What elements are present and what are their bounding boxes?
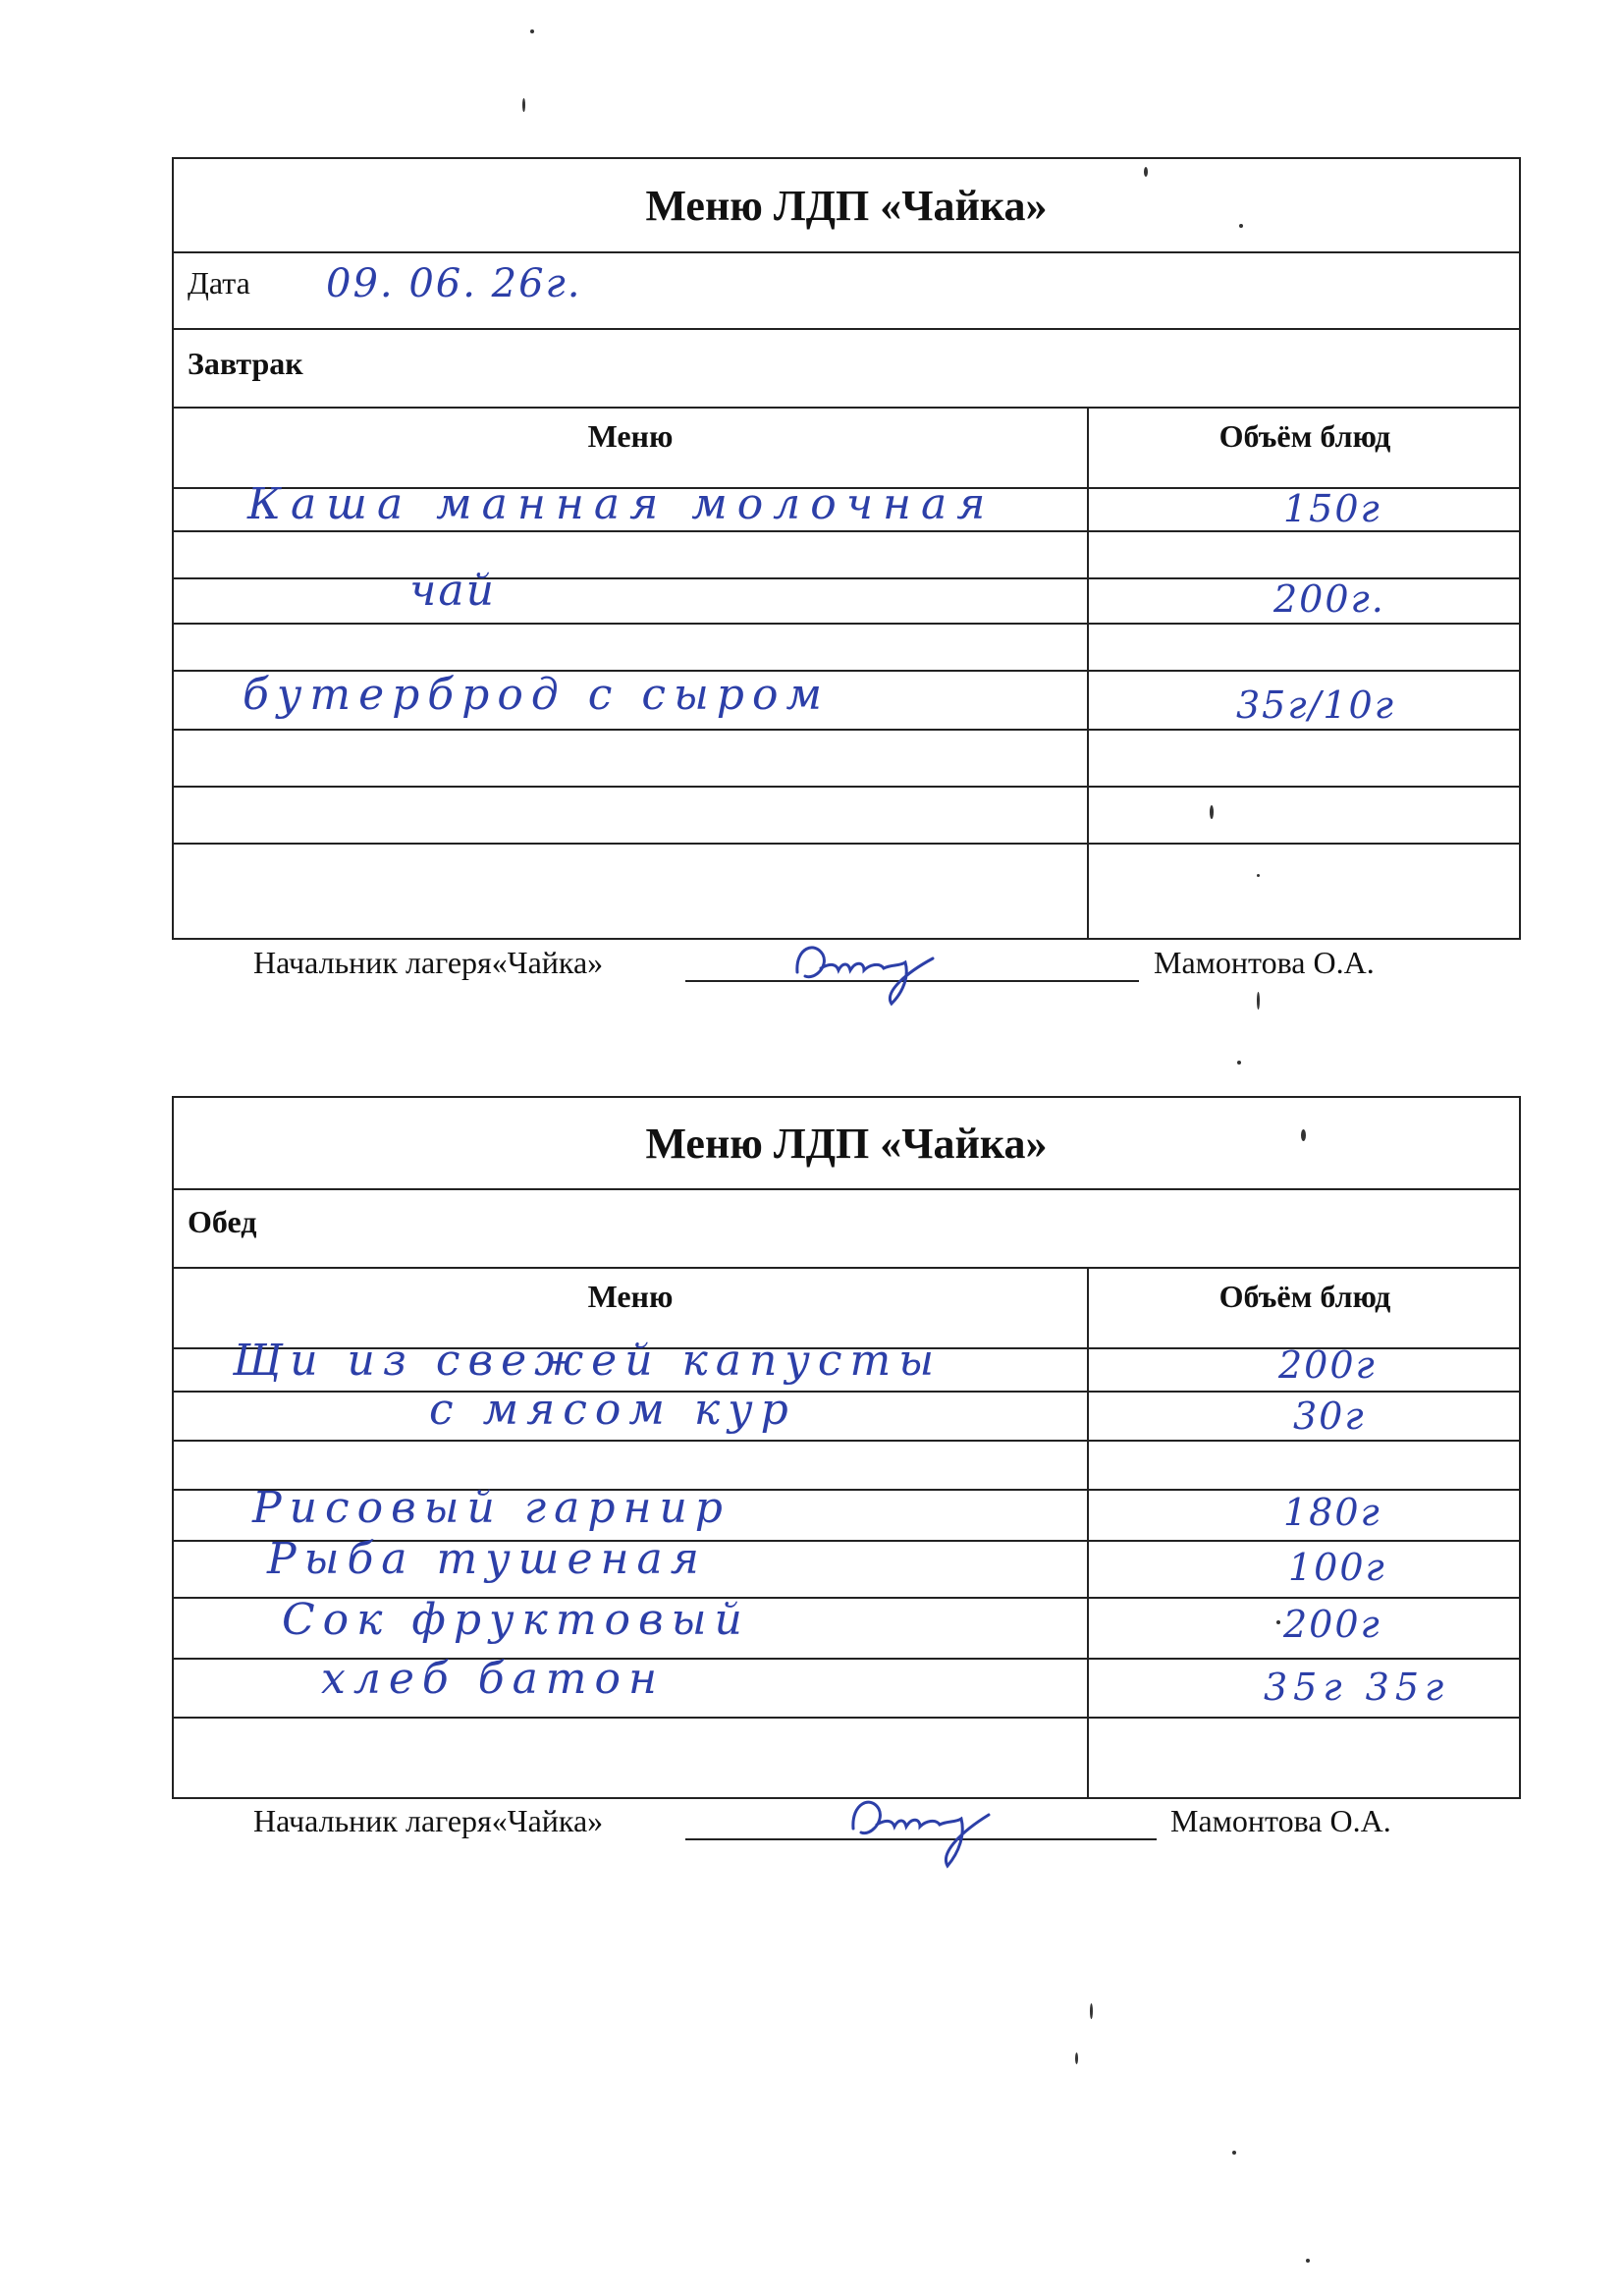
dish-cell: Каша манная молочная [247,479,996,529]
scan-speck [522,98,525,112]
scan-speck [1257,874,1260,877]
scan-speck [1210,805,1214,819]
date-row [174,253,1519,330]
scan-speck [1239,224,1243,228]
volume-cell: 35г 35г [1264,1666,1450,1709]
row-line [174,843,1519,845]
scan-speck [1144,167,1148,177]
volume-cell: 200г [1283,1603,1381,1646]
scan-speck [1075,2052,1078,2064]
dish-cell: хлеб батон [321,1654,665,1704]
signature-position: Начальник лагеря«Чайка» [253,945,604,980]
date-label: Дата [188,265,250,301]
row-line [174,1717,1519,1719]
dish-cell: чай [409,566,496,616]
meal-label: Завтрак [188,346,303,381]
column-header-volume: Объём блюд [1218,1279,1391,1314]
row-line [174,1391,1519,1393]
dish-cell: Рисовый гарнир [252,1483,731,1533]
form-title: Меню ЛДП «Чайка» [645,182,1048,230]
dish-cell: с мясом кур [429,1385,796,1435]
volume-cell: 180г [1283,1491,1381,1534]
dish-cell: Щи из свежей капусты [233,1336,943,1386]
signature-name: Мамонтова О.А. [1154,945,1375,980]
scan-speck [1301,1129,1306,1141]
volume-cell: 200г. [1273,577,1385,621]
scan-speck [1090,2003,1093,2019]
volume-cell: 35г/10г [1236,683,1395,727]
signature-mark [839,1787,997,1876]
dish-cell: Сок фруктовый [282,1595,750,1645]
form-title: Меню ЛДП «Чайка» [645,1120,1048,1168]
breakfast-form [172,157,1521,940]
scan-speck [1257,992,1260,1010]
signature-name: Мамонтова О.А. [1170,1803,1391,1838]
row-line [174,786,1519,788]
row-line [174,530,1519,532]
lunch-form [172,1096,1521,1799]
column-header-menu: Меню [587,418,674,454]
volume-cell: 200г [1278,1343,1377,1387]
scan-speck [1276,1620,1280,1624]
scan-speck [1306,2259,1310,2263]
signature-mark [785,933,943,1011]
form-title-row [174,1098,1519,1190]
column-header-volume: Объём блюд [1218,418,1391,454]
volume-cell: 100г [1288,1546,1386,1589]
meal-row [174,330,1519,409]
row-line [174,729,1519,731]
scan-speck [1237,1061,1241,1065]
column-header-menu: Меню [587,1279,674,1314]
scan-speck [530,29,534,33]
meal-row [174,1190,1519,1269]
row-line [174,1440,1519,1442]
signature-position: Начальник лагеря«Чайка» [253,1803,604,1838]
meal-label: Обед [188,1204,257,1239]
menu-table [174,1269,1519,1797]
menu-table [174,409,1519,938]
dish-cell: Рыба тушеная [267,1534,707,1584]
volume-cell: 150г [1283,487,1381,530]
date-value: 09. 06. 26г. [326,261,582,306]
form-title-row [174,159,1519,253]
row-line [174,623,1519,625]
dish-cell: бутерброд с сыром [243,670,830,720]
volume-cell: 30г [1293,1394,1366,1438]
scan-speck [1232,2151,1236,2155]
